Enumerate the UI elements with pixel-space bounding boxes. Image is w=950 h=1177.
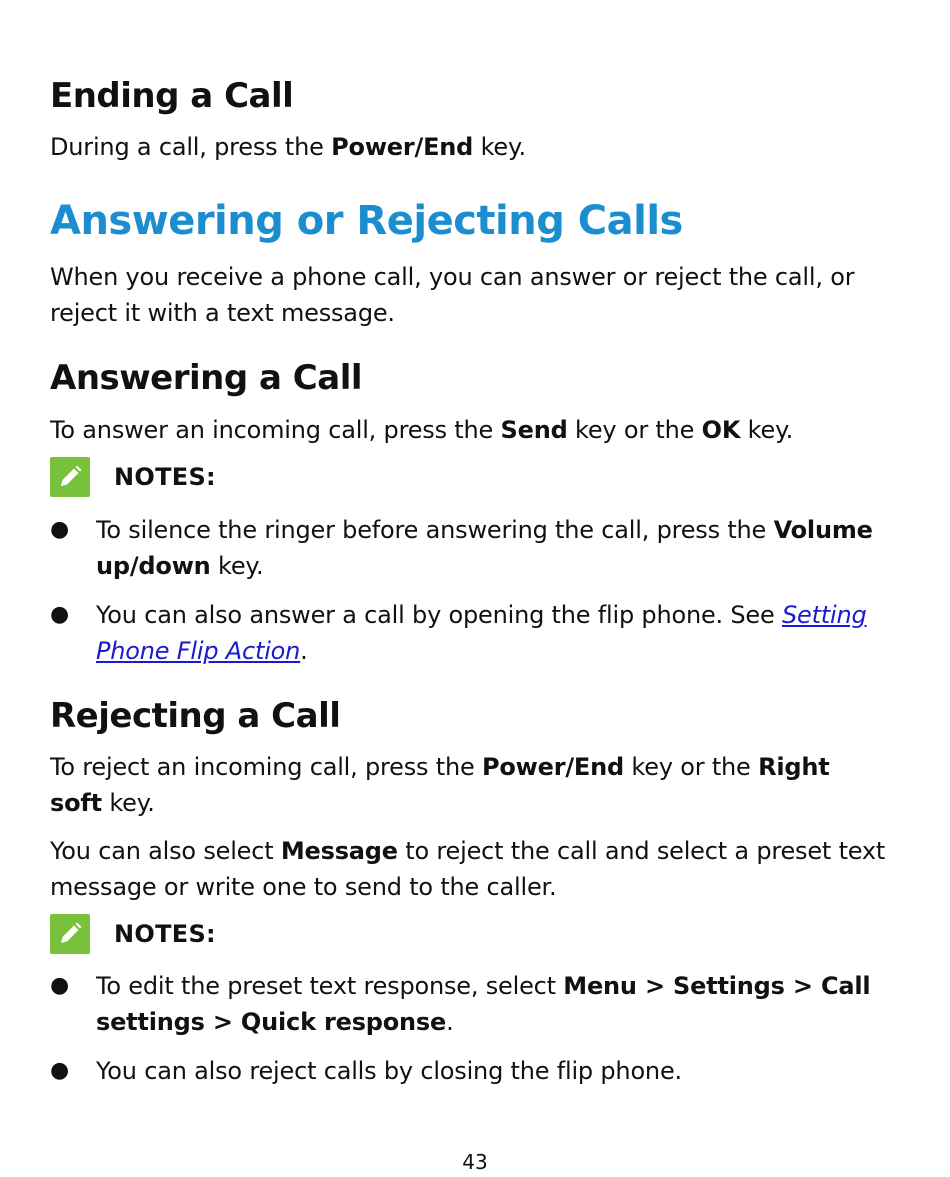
bullet-dot: ● [50,1058,70,1083]
bullet-dot: ● [50,602,70,627]
pencil-icon [50,914,90,954]
answering-call-text: To answer an incoming call, press the Send key or the OK key. [50,416,794,444]
bullet-dot: ● [50,517,70,542]
pencil-icon [50,457,90,497]
reject-with-message-text: You can also select Message to reject the call and select a preset text message or write one to send to the caller. [50,837,886,901]
intro-paragraph: When you receive a phone call, you can answer or reject the call, or reject it with a text message. [50,263,855,327]
note-edit-preset-response: To edit the preset text response, select Menu > Settings > Call settings > Quick response. [96,972,871,1036]
heading-answering-a-call: Answering a Call [50,358,363,398]
note-close-flip-reject: You can also reject calls by closing the flip phone. [96,1057,682,1085]
notes-label: NOTES: [114,920,216,948]
note-flip-phone-answer: You can also answer a call by opening the flip phone. See Setting Phone Flip Action. [96,601,867,665]
link-setting-phone-flip-action-cont[interactable]: Phone Flip Action [96,637,301,665]
notes-label: NOTES: [114,463,216,491]
bullet-dot: ● [50,973,70,998]
notes-header [50,457,216,497]
notes-header [50,914,216,954]
heading-rejecting-a-call: Rejecting a Call [50,696,341,736]
note-silence-ringer: To silence the ringer before answering the call, press the Volume up/down key. [96,516,873,580]
ending-call-text: During a call, press the Power/End key. [50,133,526,161]
heading-ending-a-call: Ending a Call [50,76,294,116]
link-setting-phone-flip-action[interactable]: Setting [781,601,867,629]
heading-answering-or-rejecting: Answering or Rejecting Calls [50,198,683,244]
rejecting-call-text: To reject an incoming call, press the Power/End key or the Right soft key. [50,753,830,817]
page-number: 43 [462,1150,488,1174]
